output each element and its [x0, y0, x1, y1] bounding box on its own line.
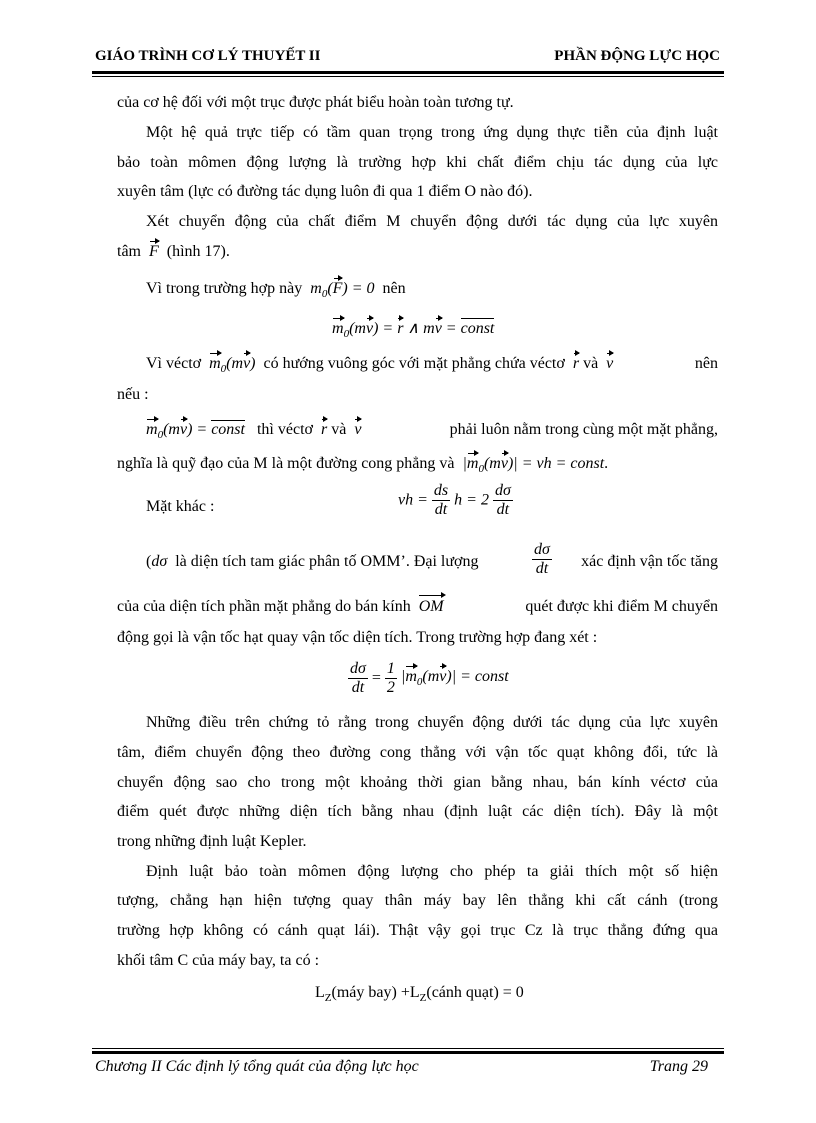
text-line: khối tâm C của máy bay, ta có : — [117, 952, 320, 969]
text-fragment: nên — [694, 355, 718, 372]
footer-rule — [92, 1051, 724, 1054]
text-line: tượng, chẳng hạn hiện tượng quay thân máy bay lên thẳng khi cất cánh (trong — [117, 892, 718, 909]
text-fragment: (máy bay) +L — [331, 984, 420, 1001]
page-number: Trang 29 — [649, 1058, 708, 1075]
header-title-left: GIÁO TRÌNH CƠ LÝ THUYẾT II — [95, 48, 321, 64]
text-fragment: phải luôn nằm trong cùng một mặt phẳng, — [449, 421, 718, 438]
formula-block: $\frac{d\sigma}{dt}$ = $\frac{1}{2}$ $|m_0(mv)|$ = const — [350, 660, 509, 696]
text-line — [146, 280, 406, 300]
text-fragment: Vì trong trường hợp này — [146, 280, 303, 297]
text-fragment: (cánh quạt) = 0 — [426, 984, 524, 1001]
text-fragment: có hướng vuông góc với mặt phẳng chứa véctơ — [263, 355, 565, 372]
footer-rule-thin — [92, 1048, 724, 1049]
text-line: Mặt khác : — [146, 498, 215, 515]
text-line: trường hợp không có cánh quạt lái). Thật vậy gọi trục Cz là trục thẳng đứng qua — [117, 922, 718, 939]
text-fragment: (hình 17). — [166, 243, 230, 260]
text-line: xuyên tâm (lực có đường tác dụng luôn đi qua 1 điểm O nào đó). — [117, 183, 533, 200]
text-fragment: nghĩa là quỹ đạo của M là một đường cong phẳng và — [117, 455, 455, 472]
formula-block: vh = $\frac{ds}{dt}$ h = 2 $\frac{d\sigma}{dt}$ — [398, 482, 511, 518]
text-line: nếu : — [117, 386, 149, 403]
text-line: tâm, điểm chuyển động theo đường cong thẳng với vận tốc quạt không đổi, tức là — [117, 744, 718, 761]
text-fragment: và — [331, 421, 347, 438]
text-line: $m_0(mv)$ = const thì véctơ r và v phải luôn nằm trong cùng một mặt phẳng, — [146, 421, 718, 442]
text-fragment: thì véctơ — [256, 421, 313, 438]
subscript: Z — [419, 992, 427, 1005]
text-fragment: xác định vận tốc tăng — [581, 553, 718, 570]
subscript: Z — [324, 992, 332, 1005]
text-line: nghĩa là quỹ đạo của M là một đường cong phẳng và $|m_0(mv)|$ = vh = const. — [117, 455, 609, 476]
text-fragment: và — [583, 355, 599, 372]
text-fragment: tâm — [117, 243, 141, 260]
text-line: của của diện tích phần mặt phẳng do bán kính OM quét được khi điểm M chuyển — [117, 598, 718, 616]
text-line — [117, 243, 230, 261]
text-line: động gọi là vận tốc hạt quay vận tốc diện tích. Trong trường hợp đang xét : — [117, 629, 598, 646]
header-rule-thin — [92, 76, 724, 77]
text-line: Xét chuyển động của chất điểm M chuyển động dưới tác dụng của lực xuyên — [146, 213, 718, 230]
text-fragment: L — [315, 984, 325, 1001]
header-rule — [92, 71, 724, 74]
text-line: chuyển động sao cho trong một khoảng thời gian bằng nhau, bán kính véctơ của — [117, 774, 718, 791]
text-line: điểm quét được những diện tích bằng nhau (định luật các diện tích). Đây là một — [117, 803, 718, 820]
formula: $m_0(F) = 0$ — [310, 280, 375, 301]
formula-block — [315, 984, 524, 1004]
text-line: Những điều trên chứng tỏ rằng trong chuyển động dưới tác dụng của lực xuyên — [146, 714, 718, 731]
header-title-right: PHẦN ĐỘNG LỰC HỌC — [554, 48, 720, 64]
text-line: Định luật bảo toàn mômen động lượng cho phép ta giải thích một số hiện — [146, 863, 718, 880]
formula-block: $m_0(mv) = r$ ∧ mv = const — [332, 320, 495, 341]
text-line: của cơ hệ đối với một trục được phát biểu hoàn toàn tương tự. — [117, 94, 514, 111]
text-line: Một hệ quả trực tiếp có tầm quan trọng trong ứng dụng thực tiễn của định luật — [146, 124, 718, 141]
text-fragment: của của diện tích phần mặt phẳng do bán kính — [117, 598, 411, 615]
text-line: Vì véctơ $m_0(mv)$ có hướng vuông góc với mặt phẳng chứa véctơ r và v nên — [146, 355, 718, 376]
text-fragment: là diện tích tam giác phân tố OMM’. Đại lượng — [175, 553, 479, 570]
text-fragment: nên — [382, 280, 406, 297]
footer-chapter: Chương II Các định lý tổng quát của động lực học — [95, 1058, 419, 1075]
text-fragment: Vì véctơ — [146, 355, 202, 372]
page-header — [95, 48, 720, 70]
text-fragment: quét được khi điểm M chuyển — [525, 598, 718, 615]
force-vector: F — [149, 243, 159, 260]
text-line: bảo toàn mômen động lượng là trường hợp khi chất điểm chịu tác dụng của lực — [117, 154, 718, 171]
text-line: trong những định luật Kepler. — [117, 833, 307, 850]
